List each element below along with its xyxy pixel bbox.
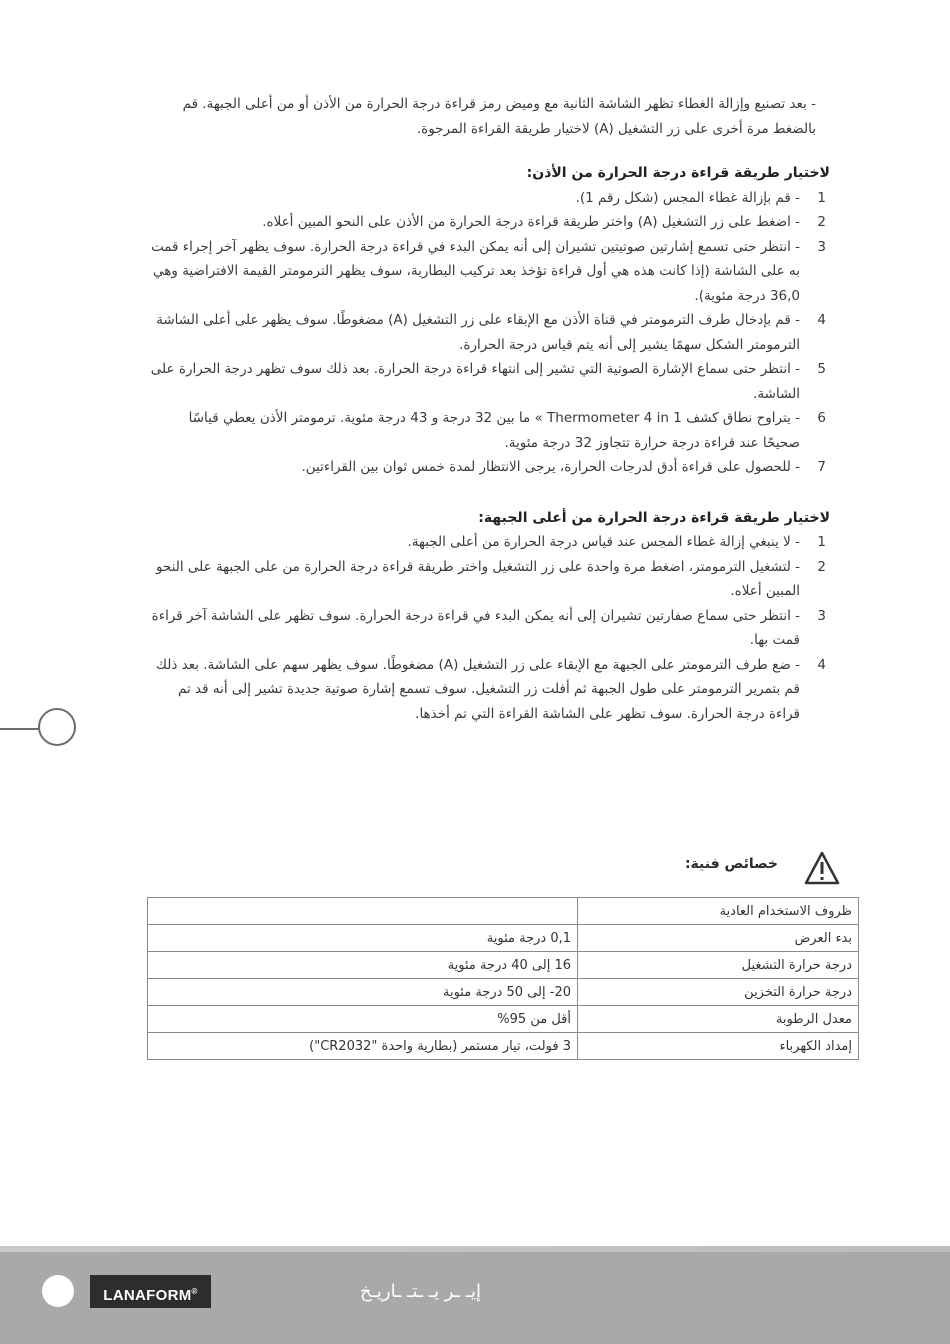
spec-value: أقل من 95% bbox=[148, 1006, 578, 1033]
list-item bbox=[150, 308, 830, 357]
spec-label: إمداد الكهرباء bbox=[578, 1033, 859, 1060]
technical-specs-header bbox=[600, 850, 840, 890]
step-number: 4 bbox=[817, 312, 826, 328]
step-number: 1 bbox=[817, 534, 826, 550]
ear-steps-list bbox=[150, 186, 830, 480]
list-item bbox=[150, 357, 830, 406]
step-text: - قم بإدخال طرف الترمومتر في قناة الأذن مع الإبقاء على زر التشغيل (A) مضغوطًا. سوف يظهر على أعلى الشاشة الترمومتر الشكل سهمًا يشير إلى أنه يتم قياس درجة الحرارة. bbox=[156, 312, 800, 353]
list-item bbox=[150, 186, 830, 211]
step-number: 7 bbox=[817, 459, 826, 475]
table-row bbox=[148, 1006, 859, 1033]
ear-section bbox=[150, 161, 830, 480]
step-number: 3 bbox=[817, 607, 826, 624]
spec-value bbox=[148, 898, 578, 925]
page-number-circle bbox=[42, 1275, 74, 1307]
list-item bbox=[150, 604, 830, 653]
technical-specs-title: خصائص فنية: bbox=[684, 856, 778, 872]
step-text: - انتظر حتى سماع صفارتين تشيران إلى أنه يمكن البدء في قراءة درجة الحرارة. سوف تظهر على الشاشة آخر قراءة قمت بها. bbox=[151, 607, 800, 648]
spec-label: معدل الرطوبة bbox=[578, 1006, 859, 1033]
list-item bbox=[150, 210, 830, 235]
list-item bbox=[150, 653, 830, 727]
ear-section-heading: لاختيار طريقة قراءة درجة الحرارة من الأذن: bbox=[526, 165, 830, 181]
instructions-body bbox=[150, 92, 830, 726]
page-marker-line bbox=[0, 728, 40, 730]
forehead-steps-list bbox=[150, 530, 830, 726]
step-text: - قم بإزالة غطاء المجس (شكل رقم 1). bbox=[575, 189, 800, 206]
step-text: - اضغط على زر التشغيل (A) واختر طريقة قراءة درجة الحرارة من الأذن على النحو المبين أعلاه. bbox=[262, 214, 800, 230]
step-number: 1 bbox=[817, 189, 826, 206]
warning-triangle-icon bbox=[804, 850, 840, 886]
step-number: 6 bbox=[817, 410, 826, 426]
spec-label: ظروف الاستخدام العادية bbox=[578, 898, 859, 925]
spec-label: بدء العرض bbox=[578, 925, 859, 952]
spec-label: درجة حرارة التشغيل bbox=[578, 952, 859, 979]
step-text: - انتظر حتى سماع الإشارة الصوتية التي تشير إلى انتهاء قراءة درجة الحرارة. بعد ذلك سوف تظهر درجة الحرارة على الشاشة. bbox=[150, 361, 800, 402]
spec-label: درجة حرارة التخزين bbox=[578, 979, 859, 1006]
spec-value: 16 إلى 40 درجة مئوية bbox=[148, 952, 578, 979]
step-text: - لا ينبغي إزالة غطاء المجس عند قياس درجة الحرارة من أعلى الجبهة. bbox=[407, 534, 800, 550]
step-number: 5 bbox=[817, 361, 826, 377]
table-row bbox=[148, 898, 859, 925]
spec-value: 0,1 درجة مئوية bbox=[148, 925, 578, 952]
intro-text: - بعد تصنيع وإزالة الغطاء تظهر الشاشة الثانية مع وميض رمز قراءة درجة الحرارة من الأذن أو من أعلى الجبهة. قم بالضغط مرة أخرى على زر التشغيل (A) لاختيار طريقة القراءة المرجوة. bbox=[182, 96, 816, 137]
step-number: 2 bbox=[817, 214, 826, 230]
spec-value: 20- إلى 50 درجة مئوية bbox=[148, 979, 578, 1006]
step-text: - ضع طرف الترمومتر على الجبهة مع الإبقاء على زر التشغيل (A) مضغوطًا. سوف يظهر سهم على الشاشة. بعد ذلك قم بتمرير الترمومتر على طول الجبهة ثم أفلت زر التشغيل. سوف تسمع إشارة صوتية جديدة تشير إلى أنه قد تم قراءة درجة الحرارة. سوف تظهر على الشاشة القراءة التي تم أخذها. bbox=[155, 656, 800, 722]
specs-table bbox=[147, 897, 859, 1060]
table-row bbox=[148, 952, 859, 979]
step-number: 3 bbox=[817, 238, 826, 255]
forehead-section bbox=[150, 506, 830, 727]
step-text: - لتشغيل الترمومتر، اضغط مرة واحدة على زر التشغيل واختر طريقة قراءة درجة الحرارة من على الجبهة على النحو المبين أعلاه. bbox=[155, 558, 800, 599]
forehead-section-heading: لاختيار طريقة قراءة درجة الحرارة من أعلى الجبهة: bbox=[478, 509, 830, 526]
table-row bbox=[148, 925, 859, 952]
intro-paragraph bbox=[150, 92, 830, 141]
registered-mark: ® bbox=[191, 1287, 198, 1296]
footer-caption: إيـ ـر يـ ـتـ ـاريـخ bbox=[360, 1281, 481, 1302]
list-item bbox=[150, 455, 830, 480]
step-text: - انتظر حتى تسمع إشارتين صوتيتين تشيران إلى أنه يمكن البدء في قراءة درجة الحرارة. سوف يظهر آخر إجراء قمت به على الشاشة (إذا كانت هذه هي أول قراءة تؤخذ بعد تركيب البطارية، سوف يظهر الترمومتر القيمة الافتراضية وهي 36,0 درجة مئوية). bbox=[150, 238, 800, 304]
page-marker-circle bbox=[38, 708, 76, 746]
lanaform-logo bbox=[90, 1275, 211, 1308]
list-item bbox=[150, 555, 830, 604]
list-item bbox=[150, 530, 830, 555]
step-number: 2 bbox=[817, 558, 826, 575]
step-number: 4 bbox=[817, 656, 826, 673]
list-item bbox=[150, 235, 830, 309]
logo-text: LANAFORM bbox=[103, 1287, 192, 1304]
table-row bbox=[148, 979, 859, 1006]
step-text: - يتراوح نطاق كشف Thermometer 4 in 1 » ما بين 32 درجة و 43 درجة مئوية. ترمومتر الأذن يعطي قياسًا صحيحًا عند قراءة درجة حرارة تتجاوز 32 درجة مئوية. bbox=[188, 410, 800, 451]
spec-value: 3 فولت، تيار مستمر (بطارية واحدة "CR2032") bbox=[148, 1033, 578, 1060]
table-row bbox=[148, 1033, 859, 1060]
list-item bbox=[150, 406, 830, 455]
step-text: - للحصول على قراءة أدق لدرجات الحرارة، يرجى الانتظار لمدة خمس ثوان بين القراءتين. bbox=[301, 459, 800, 475]
